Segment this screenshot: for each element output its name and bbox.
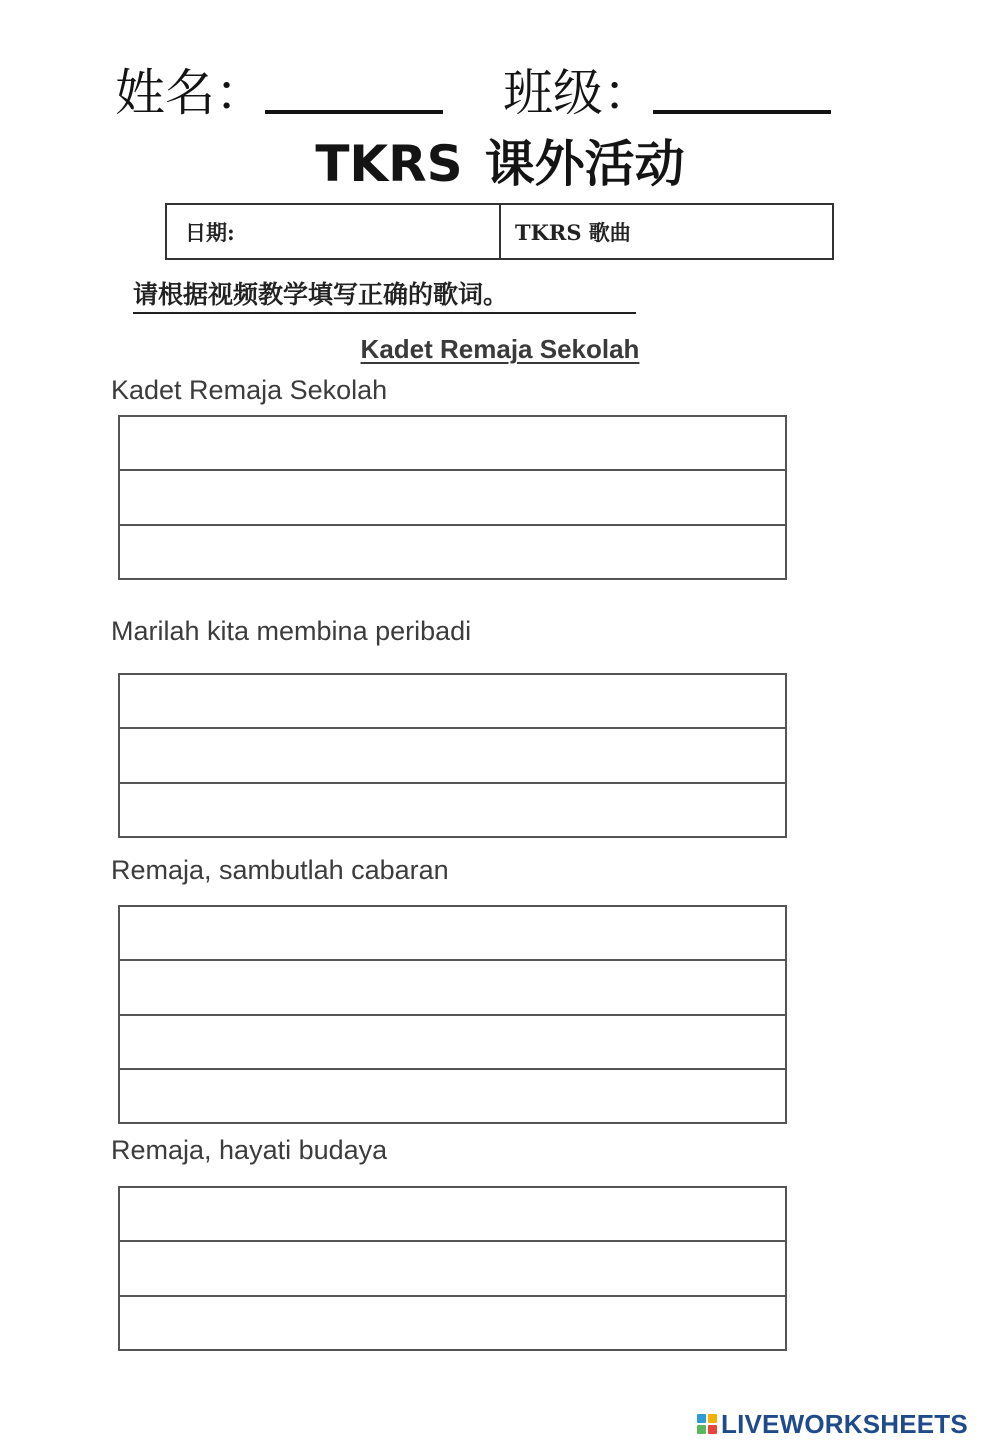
class-blank[interactable] [653, 110, 831, 114]
answer-row[interactable] [120, 784, 785, 836]
title-prefix: TKRS [315, 135, 463, 193]
song-title [0, 333, 1000, 365]
answer-box-2 [118, 673, 787, 838]
song-title-text: Kadet Remaja Sekolah [360, 334, 640, 364]
info-table [165, 203, 834, 260]
answer-box-3 [118, 905, 787, 1124]
logo-square-blue [697, 1414, 706, 1423]
answer-row[interactable] [120, 1242, 785, 1296]
student-info-line [115, 58, 831, 122]
answer-row[interactable] [120, 675, 785, 729]
title-text: 课外活动 [484, 135, 685, 193]
logo-square-green [697, 1425, 706, 1434]
instruction-text: 请根据视频教学填写正确的歌词。 [133, 278, 636, 314]
song-cell: TKRS 歌曲 [515, 219, 631, 245]
section-label-2: Marilah kita membina peribadi [111, 616, 472, 646]
answer-row[interactable] [120, 1070, 785, 1122]
section-label-4: Remaja, hayati budaya [111, 1135, 388, 1165]
liveworksheets-brand-text: LIVEWORKSHEETS [721, 1409, 968, 1439]
answer-row[interactable] [120, 1016, 785, 1070]
answer-row[interactable] [120, 526, 785, 578]
page-title [0, 134, 1000, 194]
liveworksheets-logo [697, 1409, 968, 1439]
answer-box-4 [118, 1186, 787, 1351]
answer-row[interactable] [120, 1188, 785, 1242]
date-cell: 日期: [167, 205, 501, 258]
class-label: 班级： [503, 64, 653, 122]
section-label-1: Kadet Remaja Sekolah [111, 375, 388, 405]
answer-row[interactable] [120, 471, 785, 525]
section-label-3: Remaja, sambutlah cabaran [111, 855, 449, 885]
answer-row[interactable] [120, 907, 785, 961]
liveworksheets-logo-icon [697, 1414, 717, 1434]
name-label: 姓名： [115, 64, 265, 122]
answer-row[interactable] [120, 961, 785, 1015]
logo-square-red [708, 1425, 717, 1434]
answer-row[interactable] [120, 1297, 785, 1349]
answer-row[interactable] [120, 729, 785, 783]
logo-square-yellow [708, 1414, 717, 1423]
answer-row[interactable] [120, 417, 785, 471]
answer-box-1 [118, 415, 787, 580]
name-blank[interactable] [265, 110, 443, 114]
